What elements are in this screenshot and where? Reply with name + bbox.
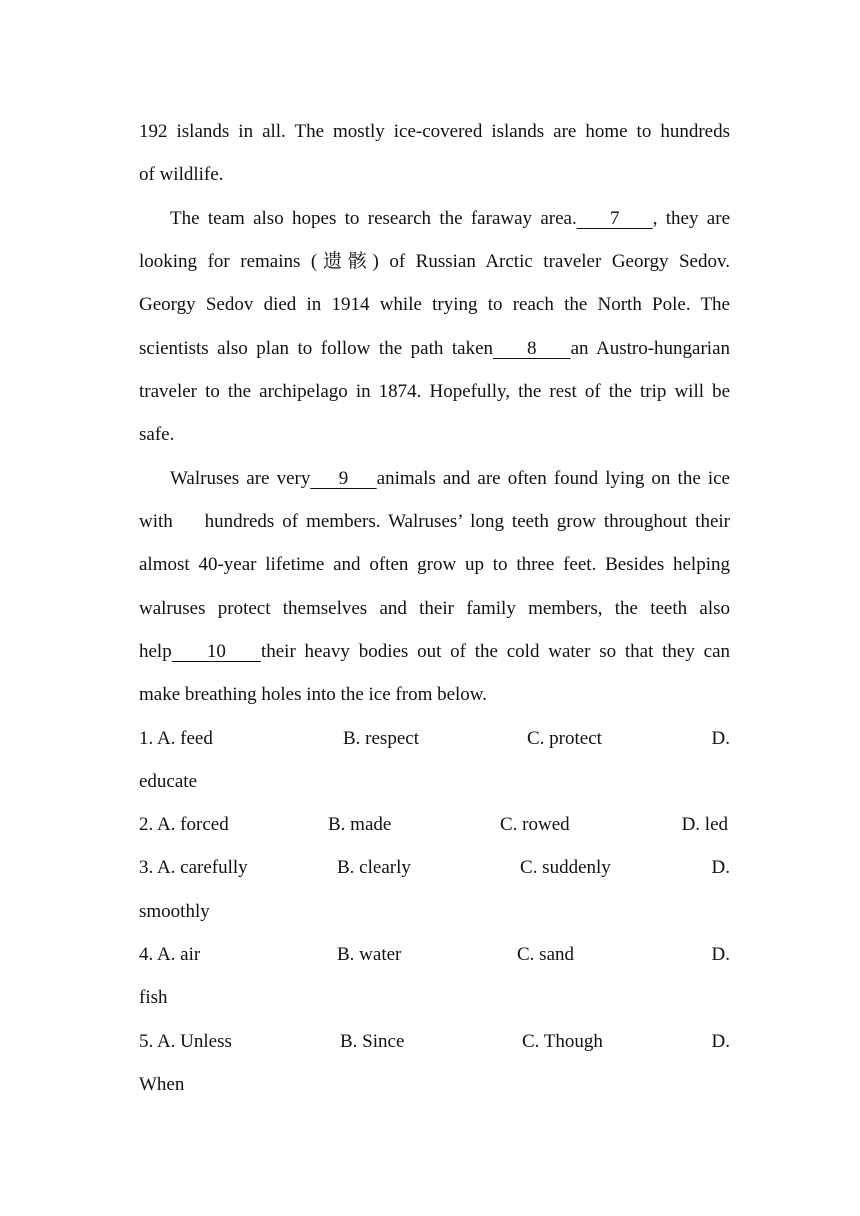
passage-line — [139, 594, 730, 624]
option-d: D. — [711, 1031, 730, 1052]
option-a: 5. A. Unless — [139, 1031, 232, 1052]
passage-line — [170, 204, 730, 234]
passage-line — [139, 637, 730, 667]
passage-text: help — [139, 641, 172, 662]
option-d: D. — [711, 857, 730, 878]
question-4-wrap — [139, 983, 730, 1013]
question-2 — [139, 810, 730, 840]
option-d: D. — [711, 944, 730, 965]
passage-text: The team also hopes to research the faraway area. — [170, 208, 577, 229]
option-b: B. water — [337, 944, 402, 965]
question-5-wrap — [139, 1070, 730, 1100]
blank-7: 7 — [576, 208, 653, 229]
option-d: D. led — [681, 814, 728, 835]
passage-line — [170, 464, 730, 494]
passage-line — [139, 420, 730, 450]
passage-text: of wildlife. — [139, 164, 224, 185]
blank-8: 8 — [493, 338, 571, 359]
passage-text: walruses protect themselves and their family members, the teeth also — [139, 598, 730, 619]
option-d-text: smoothly — [139, 901, 210, 922]
option-a: 2. A. forced — [139, 814, 229, 835]
passage-text: scientists also plan to follow the path taken — [139, 338, 494, 359]
passage-text: almost 40-year lifetime and often grow up to three feet. Besides helping — [139, 554, 730, 575]
question-5 — [139, 1027, 730, 1057]
question-4 — [139, 940, 730, 970]
passage-text: traveler to the archipelago in 1874. Hopefully, the rest of the trip will be — [139, 381, 730, 402]
question-1-wrap — [139, 767, 730, 797]
passage-line — [139, 680, 730, 710]
blank-10: 10 — [171, 641, 261, 662]
passage-line — [139, 550, 730, 580]
option-b: B. Since — [340, 1031, 405, 1052]
option-b: B. respect — [343, 728, 419, 749]
passage-text: make breathing holes into the ice from below. — [139, 684, 488, 705]
option-b: B. clearly — [337, 857, 411, 878]
option-c: C. sand — [517, 944, 574, 965]
passage-line — [139, 117, 730, 147]
passage-text: with hundreds of members. Walruses’ long teeth grow throughout their — [139, 511, 730, 532]
passage-text: , they are — [652, 208, 730, 229]
question-3 — [139, 853, 730, 883]
passage-text: 192 islands in all. The mostly ice-covered islands are home to hundreds — [139, 121, 730, 142]
passage-line — [139, 160, 730, 190]
option-a: 1. A. feed — [139, 728, 213, 749]
passage-line — [139, 290, 730, 320]
option-d-text: fish — [139, 987, 168, 1008]
passage-line — [139, 247, 730, 277]
option-c: C. suddenly — [520, 857, 611, 878]
passage-line — [139, 377, 730, 407]
question-1 — [139, 724, 730, 754]
blank-9: 9 — [310, 468, 377, 489]
option-a: 3. A. carefully — [139, 857, 248, 878]
option-c: C. rowed — [500, 814, 570, 835]
option-a: 4. A. air — [139, 944, 201, 965]
question-3-wrap — [139, 897, 730, 927]
passage-text: their heavy bodies out of the cold water so that they can — [260, 641, 730, 662]
passage-line — [139, 507, 730, 537]
passage-text: animals and are often found lying on the ice — [376, 468, 730, 489]
option-d-text: When — [139, 1074, 185, 1095]
option-b: B. made — [328, 814, 392, 835]
option-c: C. Though — [522, 1031, 603, 1052]
option-c: C. protect — [527, 728, 602, 749]
option-d-text: educate — [139, 771, 198, 792]
passage-text: looking for remains (遗骸) of Russian Arctic traveler Georgy Sedov. — [139, 251, 730, 272]
passage-line — [139, 334, 730, 364]
passage-text: Georgy Sedov died in 1914 while trying to reach the North Pole. The — [139, 294, 730, 315]
passage-text: an Austro-hungarian — [570, 338, 731, 359]
passage-text: safe. — [139, 424, 175, 445]
option-d: D. — [711, 728, 730, 749]
passage-text: Walruses are very — [170, 468, 311, 489]
